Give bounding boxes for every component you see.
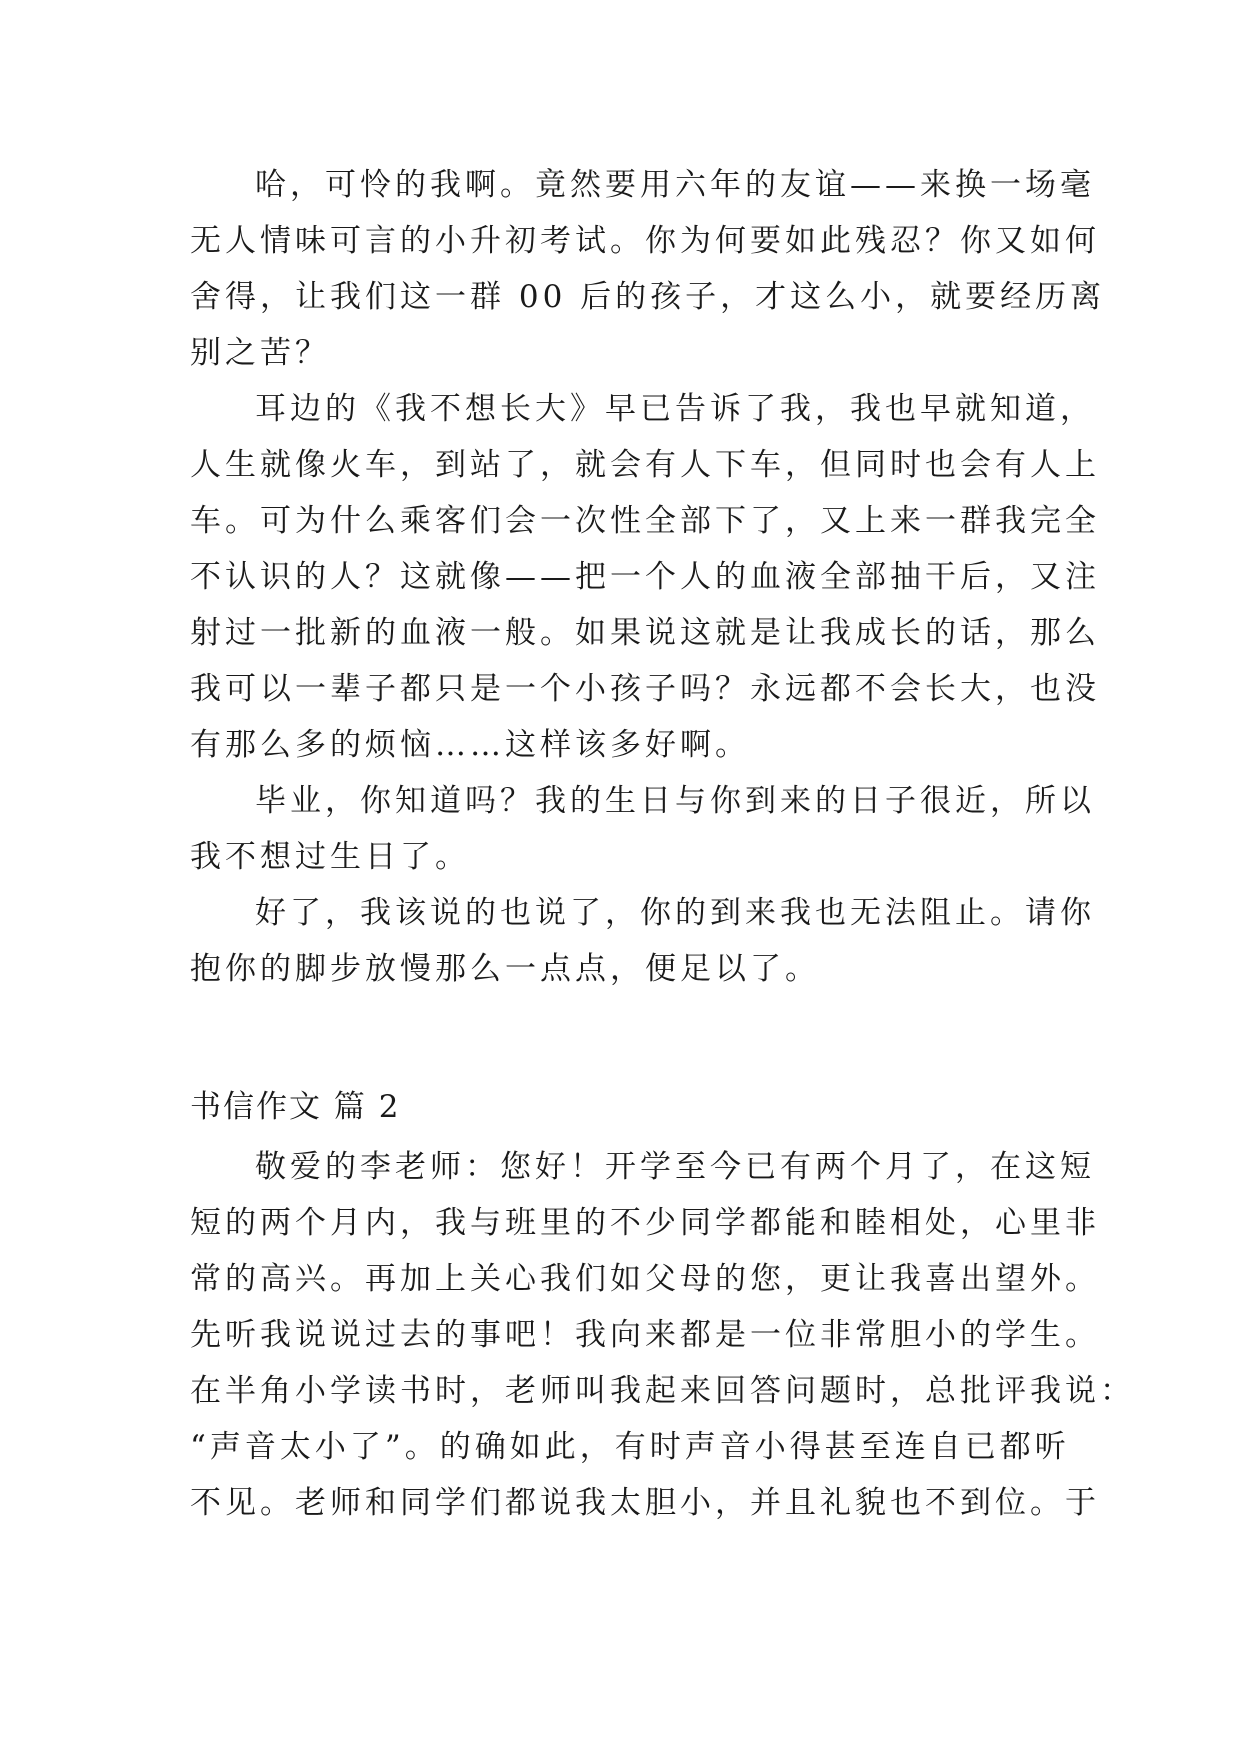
text-line: 人生就像火车，到站了，就会有人下车，但同时也会有人上 — [190, 447, 1100, 483]
text-line: 别之苦？ — [190, 335, 330, 371]
text-line: 我可以一辈子都只是一个小孩子吗？永远都不会长大，也没 — [190, 671, 1100, 707]
text-line: 无人情味可言的小升初考试。你为何要如此残忍？你又如何 — [190, 223, 1100, 259]
text-line: 哈，可怜的我啊。竟然要用六年的友谊——来换一场毫 — [255, 167, 1095, 203]
text-line: 我不想过生日了。 — [190, 839, 470, 875]
text-line: 有那么多的烦恼……这样该多好啊。 — [190, 727, 750, 763]
text-line: 短的两个月内，我与班里的不少同学都能和睦相处，心里非 — [190, 1205, 1100, 1241]
text-line: 敬爱的李老师：您好！开学至今已有两个月了，在这短 — [255, 1149, 1095, 1185]
text-line: 舍得，让我们这一群 00 后的孩子，才这么小，就要经历离 — [190, 279, 1106, 315]
text-line: 耳边的《我不想长大》早已告诉了我，我也早就知道， — [255, 391, 1095, 427]
text-line: “声音太小了”。的确如此，有时声音小得甚至连自已都听 — [190, 1429, 1070, 1465]
text-line: 抱你的脚步放慢那么一点点，便足以了。 — [190, 951, 820, 987]
text-line: 不认识的人？这就像——把一个人的血液全部抽干后，又注 — [190, 559, 1100, 595]
text-line: 毕业，你知道吗？我的生日与你到来的日子很近，所以 — [255, 783, 1095, 819]
section-heading: 书信作文 篇 2 — [190, 1089, 401, 1125]
text-line: 不见。老师和同学们都说我太胆小，并且礼貌也不到位。于 — [190, 1485, 1100, 1521]
text-line: 车。可为什么乘客们会一次性全部下了，又上来一群我完全 — [190, 503, 1100, 539]
text-line: 射过一批新的血液一般。如果说这就是让我成长的话，那么 — [190, 615, 1100, 651]
text-line: 在半角小学读书时，老师叫我起来回答问题时，总批评我说： — [190, 1373, 1135, 1409]
text-line: 好了，我该说的也说了，你的到来我也无法阻止。请你 — [255, 895, 1095, 931]
text-line: 常的高兴。再加上关心我们如父母的您，更让我喜出望外。 — [190, 1261, 1100, 1297]
text-line: 先听我说说过去的事吧！我向来都是一位非常胆小的学生。 — [190, 1317, 1100, 1353]
